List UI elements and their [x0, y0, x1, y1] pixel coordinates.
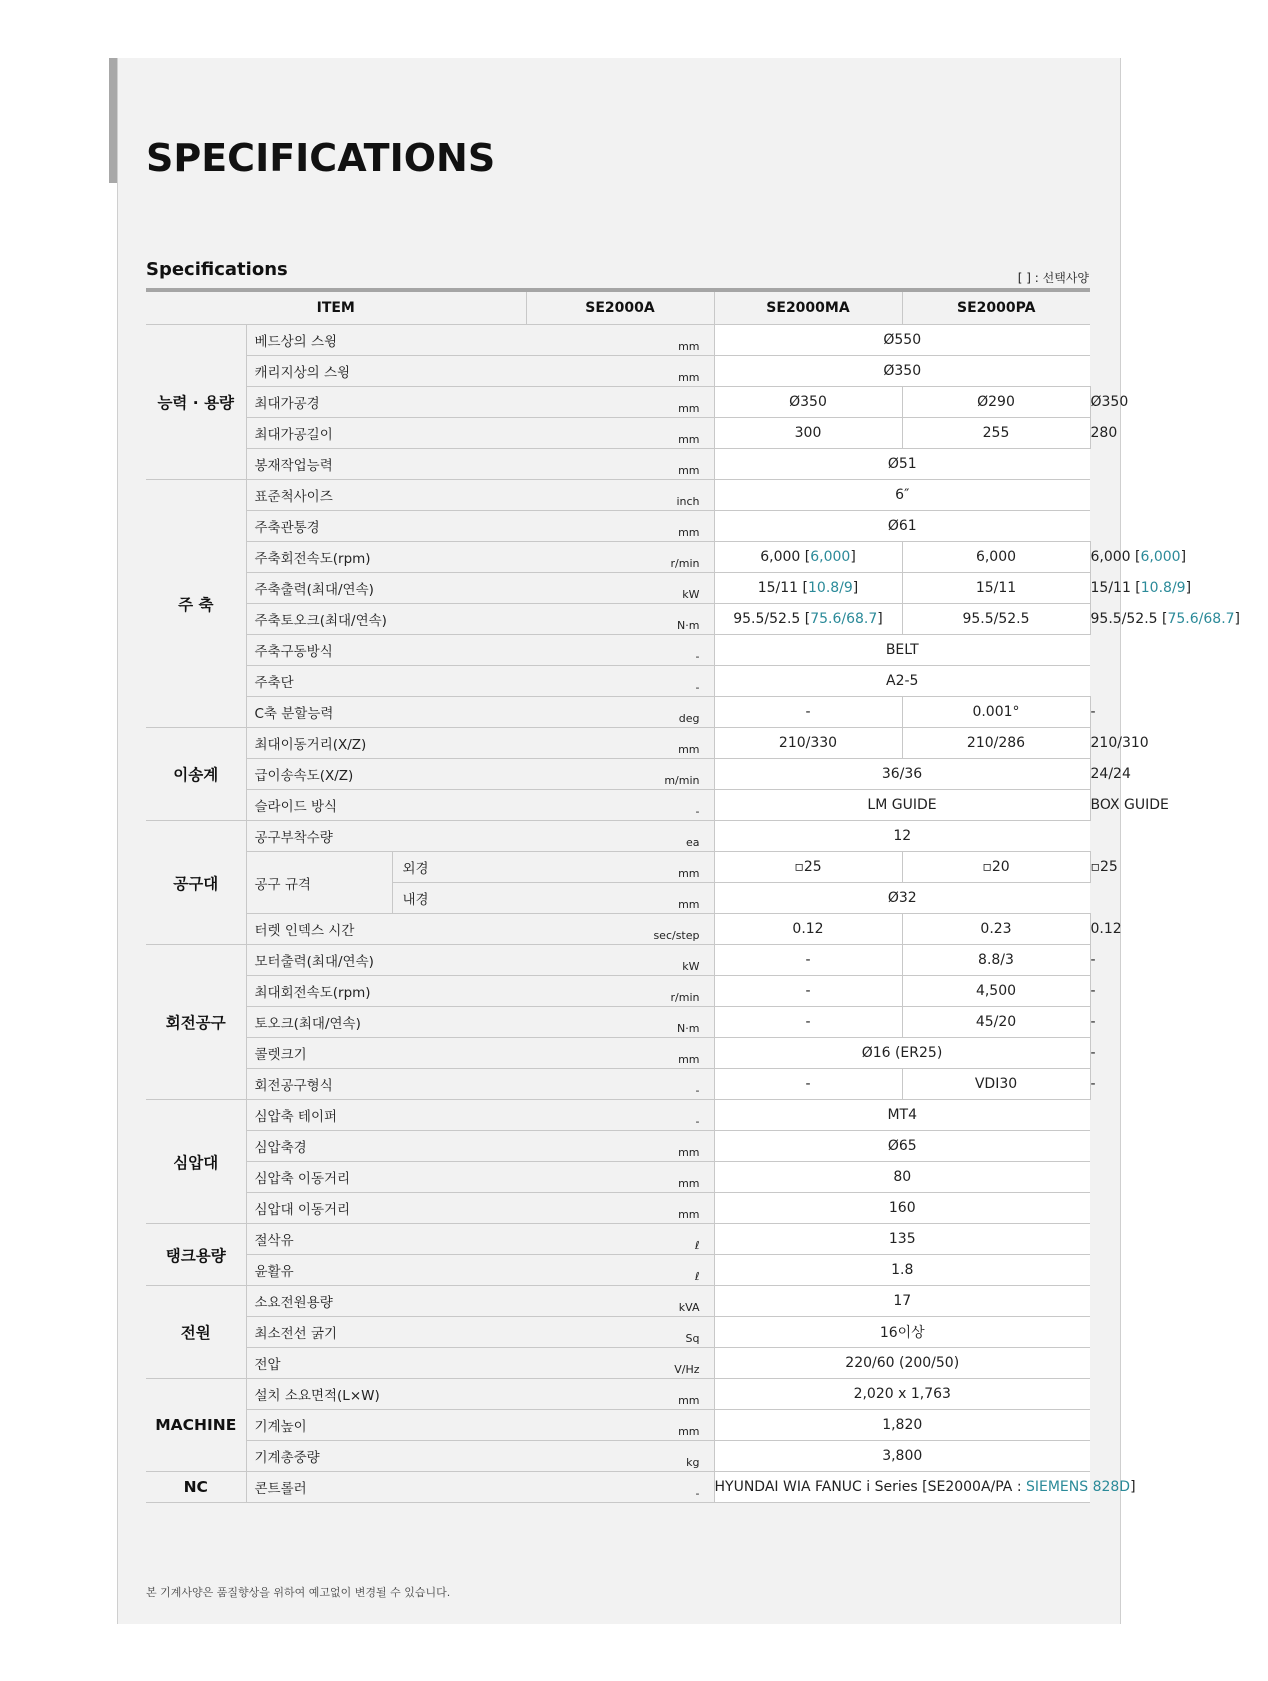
option-bracket-close: ]: [1180, 549, 1187, 565]
value-text: 255: [982, 425, 1010, 441]
unit-label: mm: [526, 511, 714, 542]
value-text: 95.5/52.5 [: [1090, 611, 1168, 627]
table-row: [146, 573, 1090, 604]
value-cell: [714, 1255, 1090, 1286]
unit-label: mm: [526, 1193, 714, 1224]
value-text: 220/60 (200/50): [845, 1355, 960, 1371]
value-cell: [714, 666, 1090, 697]
item-label: 회전공구형식: [246, 1069, 526, 1100]
item-label: 공구부착수량: [246, 821, 526, 852]
table-row: [146, 449, 1090, 480]
category-cell: 주 축: [146, 480, 246, 728]
table-row: [146, 542, 1090, 573]
item-label: 주축출력(최대/연속): [246, 573, 526, 604]
value-text: 3,800: [882, 1448, 923, 1464]
footnote: 본 기계사양은 품질향상을 위하여 예고없이 변경될 수 있습니다.: [146, 1586, 451, 1599]
item-label: 모터출력(최대/연속): [246, 945, 526, 976]
value-cell: [714, 1007, 902, 1038]
item-label: 심압축경: [246, 1131, 526, 1162]
value-text: -: [1090, 1014, 1096, 1030]
item-label: 기계높이: [246, 1410, 526, 1441]
value-cell: [714, 1472, 1136, 1503]
value-cell: [902, 976, 1090, 1007]
value-text: 24/24: [1090, 766, 1131, 782]
value-text: 135: [888, 1231, 916, 1247]
value-cell: [714, 1348, 1090, 1379]
option-bracket-close: ]: [1234, 611, 1241, 627]
item-label: 절삭유: [246, 1224, 526, 1255]
option-bracket-close: ]: [850, 549, 856, 565]
value-text: 0.23: [980, 921, 1012, 937]
value-text: 95.5/52.5: [962, 611, 1030, 627]
value-text: 6,000 [: [1090, 549, 1141, 565]
item-label: 콜렛크기: [246, 1038, 526, 1069]
value-cell: [714, 1410, 1090, 1441]
value-text: Ø350: [789, 394, 827, 410]
item-label: 주축구동방식: [246, 635, 526, 666]
value-cell: [902, 914, 1090, 945]
unit-label: deg: [526, 697, 714, 728]
table-row: [146, 356, 1090, 387]
table-row: [146, 666, 1090, 697]
value-text: 0.001°: [972, 704, 1020, 720]
value-cell: [714, 976, 902, 1007]
value-text: 1.8: [891, 1262, 914, 1278]
value-cell: [902, 1007, 1090, 1038]
value-text: LM GUIDE: [867, 797, 937, 813]
unit-label: mm: [526, 1162, 714, 1193]
value-cell: [902, 1069, 1090, 1100]
value-cell: [714, 945, 902, 976]
value-text: 12: [893, 828, 912, 844]
value-text: Ø61: [887, 518, 917, 534]
unit-label: V/Hz: [526, 1348, 714, 1379]
table-row: [146, 1131, 1090, 1162]
item-label: 심압축 테이퍼: [246, 1100, 526, 1131]
item-label: 최소전선 굵기: [246, 1317, 526, 1348]
unit-label: mm: [526, 418, 714, 449]
item-label: 토오크(최대/연속): [246, 1007, 526, 1038]
option-bracket-close: ]: [852, 580, 859, 596]
value-cell: [714, 573, 902, 604]
value-cell: [714, 1317, 1090, 1348]
item-label: 기계총중량: [246, 1441, 526, 1472]
table-row: [146, 1441, 1090, 1472]
value-text: 45/20: [975, 1014, 1017, 1030]
value-cell: [714, 449, 1090, 480]
value-text: ▫25: [1090, 859, 1118, 875]
option-value: 6,000: [1140, 549, 1181, 565]
header-model: SE2000PA: [902, 292, 1090, 325]
table-row: [146, 759, 1090, 790]
item-label: 주축회전속도(rpm): [246, 542, 526, 573]
value-text: 210/286: [966, 735, 1026, 751]
table-row: [146, 1038, 1090, 1069]
value-text: -: [1090, 952, 1096, 968]
unit-label: mm: [526, 325, 714, 356]
item-label: 터렛 인덱스 시간: [246, 914, 526, 945]
unit-label: mm: [526, 1131, 714, 1162]
value-cell: [714, 1286, 1090, 1317]
table-row: [146, 1286, 1090, 1317]
table-header-row: [146, 292, 1090, 325]
value-text: Ø550: [883, 332, 922, 348]
spec-table-wrap: [146, 288, 1241, 1503]
option-bracket: [ ]: [1017, 271, 1031, 285]
value-cell: [714, 728, 902, 759]
unit-label: kW: [526, 945, 714, 976]
item-label: 슬라이드 방식: [246, 790, 526, 821]
value-cell: [714, 356, 1090, 387]
value-cell: [714, 1162, 1090, 1193]
value-cell: [714, 1441, 1090, 1472]
unit-label: inch: [526, 480, 714, 511]
item-label: 최대가공경: [246, 387, 526, 418]
value-text: Ø350: [883, 363, 922, 379]
value-text: 6,000: [975, 549, 1017, 565]
section-title: Specifications: [146, 259, 288, 280]
value-text: 15/11: [975, 580, 1017, 596]
value-cell: [902, 387, 1090, 418]
table-row: [146, 1069, 1090, 1100]
value-text: 1,820: [882, 1417, 923, 1433]
value-text: 2,020 x 1,763: [853, 1386, 951, 1402]
table-row: [146, 1379, 1090, 1410]
option-value: 75.6/68.7: [810, 611, 878, 627]
value-text: ▫25: [794, 859, 822, 875]
unit-label: kW: [526, 573, 714, 604]
table-row: [146, 325, 1090, 356]
value-text: VDI30: [974, 1076, 1018, 1092]
table-row: [146, 1317, 1090, 1348]
value-text: Ø32: [887, 890, 917, 906]
value-cell: [714, 883, 1090, 914]
category-cell: 능력 · 용량: [146, 325, 246, 480]
option-value: 10.8/9: [1140, 580, 1186, 596]
value-cell: [714, 1038, 1090, 1069]
table-row: [146, 418, 1090, 449]
table-row: [146, 790, 1090, 821]
category-cell: 전원: [146, 1286, 246, 1379]
item-label: C축 분할능력: [246, 697, 526, 728]
value-text: Ø350: [1090, 394, 1129, 410]
value-text: 0.12: [792, 921, 824, 937]
table-row: [146, 604, 1090, 635]
unit-label: mm: [526, 883, 714, 914]
header-model: SE2000MA: [714, 292, 902, 325]
value-text: 16이상: [879, 1325, 925, 1341]
value-text: Ø16 (ER25): [861, 1045, 943, 1061]
value-cell: [714, 1224, 1090, 1255]
value-text: MT4: [887, 1107, 918, 1123]
table-row: [146, 1100, 1090, 1131]
value-text: BOX GUIDE: [1090, 797, 1169, 813]
value-text: -: [805, 983, 811, 999]
table-row: [146, 1255, 1090, 1286]
value-text: -: [805, 952, 811, 968]
value-cell: [902, 697, 1090, 728]
value-text: 280: [1090, 425, 1118, 441]
value-text: -: [1090, 1076, 1096, 1092]
item-label: 최대이동거리(X/Z): [246, 728, 526, 759]
item-label: 심압대 이동거리: [246, 1193, 526, 1224]
table-row: [146, 728, 1090, 759]
value-cell: [714, 790, 1090, 821]
value-text: -: [805, 704, 811, 720]
option-bracket-close: ]: [1185, 580, 1192, 596]
unit-label: -: [526, 790, 714, 821]
item-label: 주축토오크(최대/연속): [246, 604, 526, 635]
unit-label: kg: [526, 1441, 714, 1472]
table-row: [146, 635, 1090, 666]
unit-label: -: [526, 1069, 714, 1100]
value-text: Ø290: [977, 394, 1015, 410]
value-text: 210/330: [778, 735, 838, 751]
option-value: 10.8/9: [808, 580, 853, 596]
category-cell: NC: [146, 1472, 246, 1503]
unit-label: mm: [526, 449, 714, 480]
item-label: 콘트롤러: [246, 1472, 526, 1503]
value-cell: [714, 1069, 902, 1100]
value-cell: [902, 945, 1090, 976]
table-row: [146, 914, 1090, 945]
category-cell: 심압대: [146, 1100, 246, 1224]
value-cell: [902, 604, 1090, 635]
value-text: ▫20: [982, 859, 1010, 875]
table-row: [146, 1410, 1090, 1441]
value-cell: [714, 821, 1090, 852]
value-cell: [714, 387, 902, 418]
unit-label: ea: [526, 821, 714, 852]
value-text: -: [805, 1014, 811, 1030]
sub-item-label: 내경: [392, 883, 526, 914]
value-text: 8.8/3: [978, 952, 1014, 968]
table-row: [146, 511, 1090, 542]
header-model: SE2000A: [526, 292, 714, 325]
spec-table-body: [146, 325, 1241, 1503]
unit-label: sec/step: [526, 914, 714, 945]
unit-label: -: [526, 666, 714, 697]
table-row: [146, 1162, 1090, 1193]
option-value: SIEMENS 828D: [1025, 1479, 1131, 1495]
unit-label: mm: [526, 356, 714, 387]
table-row: [146, 852, 1090, 883]
table-row: [146, 1224, 1090, 1255]
item-label: 소요전원용량: [246, 1286, 526, 1317]
header-item: ITEM: [146, 292, 526, 325]
value-cell: [714, 325, 1090, 356]
item-label: 표준척사이즈: [246, 480, 526, 511]
value-cell: [714, 542, 902, 573]
unit-label: mm: [526, 1038, 714, 1069]
value-cell: [714, 759, 1090, 790]
value-text: -: [805, 1076, 811, 1092]
table-row: [146, 821, 1090, 852]
table-row: [146, 1348, 1090, 1379]
value-cell: [902, 573, 1090, 604]
table-row: [146, 1193, 1090, 1224]
value-text: 0.12: [1090, 921, 1122, 937]
value-cell: [714, 511, 1090, 542]
value-text: 6″: [895, 487, 910, 503]
value-cell: [714, 852, 902, 883]
table-row: [146, 480, 1090, 511]
category-cell: 이송계: [146, 728, 246, 821]
value-text: 160: [888, 1200, 916, 1216]
value-text: A2-5: [886, 673, 919, 689]
value-text: 15/11 [: [757, 580, 808, 596]
unit-label: mm: [526, 387, 714, 418]
value-text: 17: [893, 1293, 912, 1309]
item-label: 설치 소요면적(L×W): [246, 1379, 526, 1410]
option-bracket-close: ]: [877, 611, 883, 627]
unit-label: -: [526, 635, 714, 666]
item-label: 최대회전속도(rpm): [246, 976, 526, 1007]
option-legend: [1018, 269, 1089, 286]
value-cell: [714, 480, 1090, 511]
unit-label: mm: [526, 1379, 714, 1410]
value-text: Ø65: [887, 1138, 917, 1154]
unit-label: mm: [526, 1410, 714, 1441]
spec-table: [146, 292, 1241, 1503]
value-text: Ø51: [887, 456, 917, 472]
sub-item-label: 외경: [392, 852, 526, 883]
category-cell: 탱크용량: [146, 1224, 246, 1286]
unit-label: N·m: [526, 1007, 714, 1038]
value-cell: [902, 542, 1090, 573]
unit-label: N·m: [526, 604, 714, 635]
value-text: BELT: [885, 642, 919, 658]
unit-label: -: [526, 1472, 714, 1503]
category-cell: 회전공구: [146, 945, 246, 1100]
item-label: 윤활유: [246, 1255, 526, 1286]
value-text: 210/310: [1090, 735, 1149, 751]
value-text: 80: [893, 1169, 912, 1185]
unit-label: -: [526, 1100, 714, 1131]
item-label: 주축단: [246, 666, 526, 697]
category-cell: MACHINE: [146, 1379, 246, 1472]
value-text: HYUNDAI WIA FANUC i Series [SE2000A/PA :: [714, 1479, 1026, 1495]
accent-bar: [109, 58, 117, 183]
item-label: 최대가공길이: [246, 418, 526, 449]
table-row: [146, 1007, 1090, 1038]
table-row: [146, 945, 1090, 976]
item-label: 봉재작업능력: [246, 449, 526, 480]
unit-label: m/min: [526, 759, 714, 790]
item-label: 캐리지상의 스윙: [246, 356, 526, 387]
value-text: 95.5/52.5 [: [733, 611, 811, 627]
unit-label: kVA: [526, 1286, 714, 1317]
option-legend-text: : 선택사양: [1030, 271, 1089, 285]
item-label: 주축관통경: [246, 511, 526, 542]
table-row: [146, 1472, 1090, 1503]
item-label: 베드상의 스윙: [246, 325, 526, 356]
unit-label: Sq: [526, 1317, 714, 1348]
value-text: 36/36: [881, 766, 923, 782]
value-cell: [714, 914, 902, 945]
unit-label: ℓ: [526, 1255, 714, 1286]
value-cell: [714, 1379, 1090, 1410]
item-label: 전압: [246, 1348, 526, 1379]
value-cell: [902, 728, 1090, 759]
value-cell: [714, 1193, 1090, 1224]
value-text: 15/11 [: [1090, 580, 1141, 596]
option-value: 6,000: [810, 549, 851, 565]
value-text: -: [1090, 704, 1096, 720]
item-label: 심압축 이동거리: [246, 1162, 526, 1193]
value-text: -: [1090, 983, 1096, 999]
option-value: 75.6/68.7: [1167, 611, 1235, 627]
value-cell: [714, 604, 902, 635]
unit-label: r/min: [526, 542, 714, 573]
table-row: [146, 697, 1090, 728]
unit-label: mm: [526, 852, 714, 883]
item-label: 급이송속도(X/Z): [246, 759, 526, 790]
unit-label: r/min: [526, 976, 714, 1007]
value-text: 300: [794, 425, 822, 441]
unit-label: ℓ: [526, 1224, 714, 1255]
value-text: 4,500: [975, 983, 1017, 999]
category-cell: 공구대: [146, 821, 246, 945]
value-cell: [714, 418, 902, 449]
table-row: [146, 976, 1090, 1007]
page-title: SPECIFICATIONS: [146, 136, 496, 180]
value-cell: [902, 852, 1090, 883]
table-row: [146, 387, 1090, 418]
item-label: 공구 규격: [246, 852, 392, 914]
unit-label: mm: [526, 728, 714, 759]
value-cell: [714, 1131, 1090, 1162]
value-cell: [902, 418, 1090, 449]
value-cell: [714, 635, 1090, 666]
value-cell: [714, 1100, 1090, 1131]
value-text: -: [1090, 1045, 1096, 1061]
value-cell: [714, 697, 902, 728]
value-text: 6,000 [: [760, 549, 811, 565]
option-bracket-close: ]: [1130, 1479, 1136, 1495]
